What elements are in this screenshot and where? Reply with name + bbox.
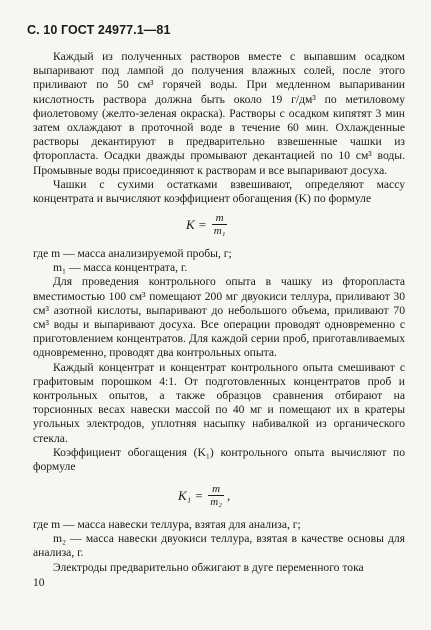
paragraph-k1-intro: Коэффициент обогащения (K₁) контрольного опыта вычисляют по формуле xyxy=(33,445,405,474)
definition-m1: m₁ — масса концентрата, г. xyxy=(53,261,188,275)
formula-k xyxy=(186,212,227,237)
page-header: С. 10 ГОСТ 24977.1—81 xyxy=(27,23,171,37)
paragraph-evaporation: Каждый из полученных растворов вместе с выпавшим осадком выпаривают под лампой до получения влажных солей, после этого приливают по 50 см³ горячей воды. При медленном выпаривании кислотность раствора должна быть около 19 г/дм³ по метиловому фиолетовому (желто-зеленая окраска). Растворы с осадком кипятят 3 мин затем охлаждают в проточной воде в течение 60 мин. Охлажденные растворы декантируют в предварительно взвешенные чашки из фторопласта. Осадки дважды промывают декантацией по 10 см³ воды. Промывные воды присоединяют к растворам и все выпаривают досуха. xyxy=(33,50,405,177)
paragraph-weighing: Чашки с сухими остатками взвешивают, определяют массу концентрата и вычисляют коэффициент обогащения (K) по формуле xyxy=(33,177,405,206)
page-number: 10 xyxy=(33,576,45,589)
text-block-bottom xyxy=(33,518,405,575)
paragraph-concentrate-mixing: Каждый концентрат и концентрат контрольного опыта смешивают с графитовым порошком 4:1. От подготовленных концентратов проб и контрольных опытов, а также образцов сравнения отбирают на торсионных весах навески массой по 40 мг и помещают их в кратеры угольных электродов, уплотняя насыпку набивалкой из органического стекла. xyxy=(33,360,405,445)
formula-k1-fraction xyxy=(208,483,224,508)
definition-m: где m — масса анализируемой пробы, г; xyxy=(33,247,232,260)
text-block-middle xyxy=(33,247,405,474)
formula-k-denominator: m₁ xyxy=(213,225,226,237)
text-block-top xyxy=(33,50,405,206)
formula-k1-denominator: m₂ xyxy=(210,496,222,508)
formula-k1-lhs: K₁ = xyxy=(178,487,204,503)
formula-k1-numerator: m xyxy=(212,483,221,495)
definition-m-tellurium: где m — масса навески теллура, взятая для анализа, г; xyxy=(33,518,301,531)
formula-k1-comma: , xyxy=(227,487,231,503)
formula-k1 xyxy=(178,483,230,508)
definition-m2: m₂ — масса навески двуокиси теллура, взятая в качестве основы для анализа, г. xyxy=(33,532,405,560)
formula-k-fraction xyxy=(212,212,228,237)
paragraph-electrodes: Электроды предварительно обжигают в дуге переменного тока xyxy=(53,560,364,574)
paragraph-control-experiment: Для проведения контрольного опыта в чашку из фторопласта вместимостью 100 см³ помещают 200 мг двуокиси теллура, приливают 30 см³ азотной кислоты, выпаривают до небольшого объема, приливают 70 см³ воды и выпаривают досуха. Все операции проводят одновременно с приготовлением концентратов. Для каждой серии проб, приготавливаемых одновременно, проводят два контрольных опыта. xyxy=(33,275,405,360)
formula-k-lhs: K = xyxy=(186,216,207,232)
formula-k-numerator: m xyxy=(215,212,224,224)
